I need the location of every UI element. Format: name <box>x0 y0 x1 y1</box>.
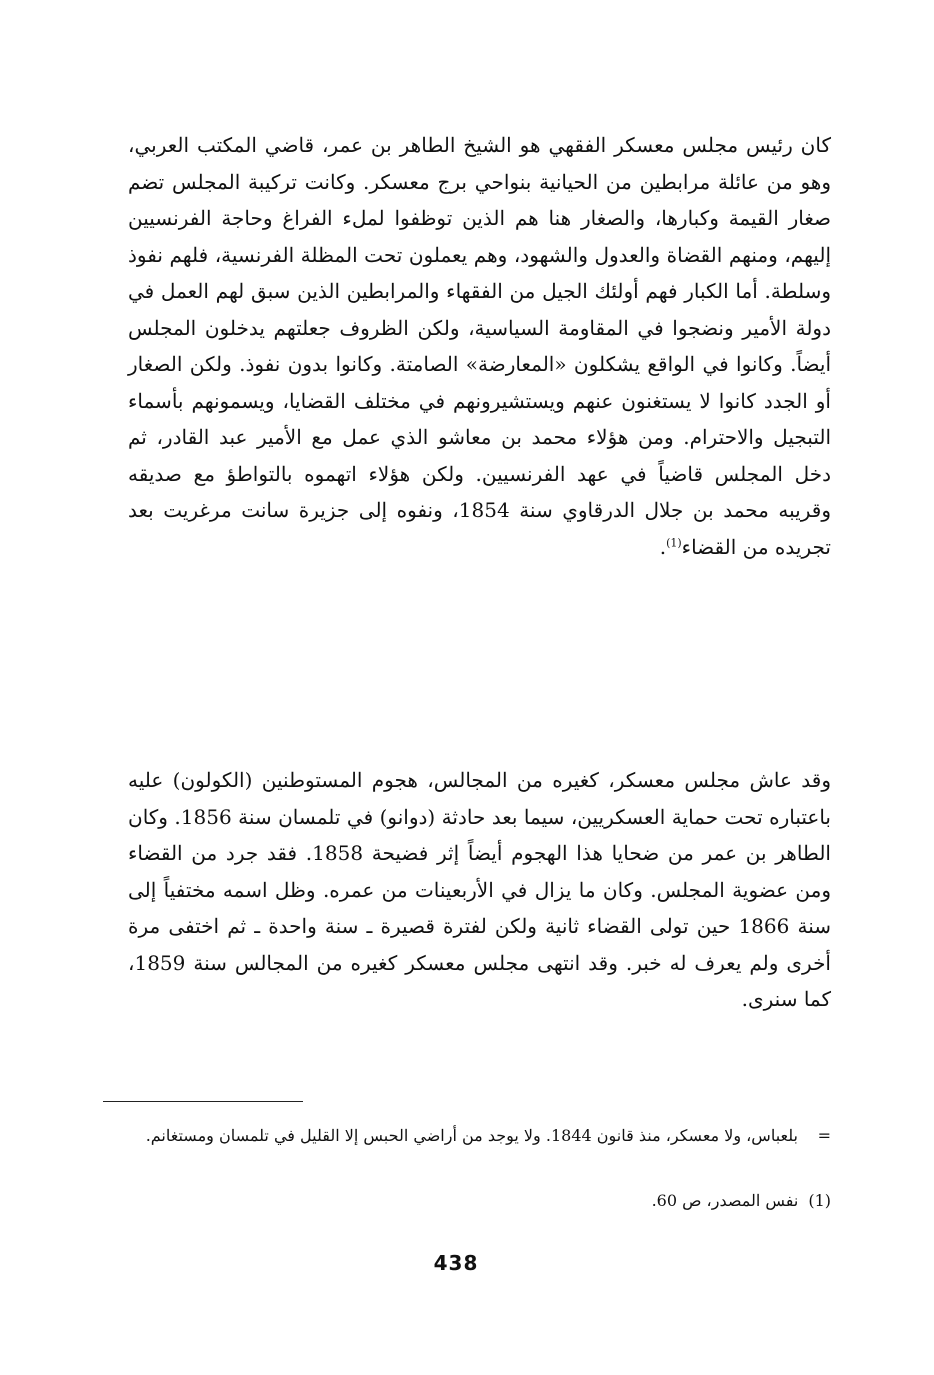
paragraph-1-end: . <box>659 534 667 559</box>
footnote-separator <box>103 1101 303 1102</box>
footnote-1-number: (1) <box>808 1191 831 1210</box>
footnote-1 <box>106 1187 831 1214</box>
page-number: 438 <box>433 1251 479 1275</box>
paragraph-1-text: كان رئيس مجلس معسكر الفقهي هو الشيخ الطاهر بن عمر، قاضي المكتب العربي، وهو من عائلة مرابطين من الحيانية بنواحي برج معسكر. وكانت تركيبة المجلس تضم صغار القيمة وكبارها، والصغار هنا هم الذين توظفوا لملء الفراغ وحاجة الفرنسيين إليهم، ومنهم القضاة والعدول والشهود، وهم يعملون تحت المظلة الفرنسية، فلهم نفوذ وسلطة. أما الكبار فهم أولئك الجيل من الفقهاء والمرابطين الذين سبق لهم العمل في دولة الأمير ونضجوا في المقاومة السياسية، ولكن الظروف جعلتهم يدخلون المجلس أيضاً. وكانوا في الواقع يشكلون «المعارضة» الصامتة. وكانوا بدون نفوذ. ولكن الصغار أو الجدد كانوا لا يستغنون عنهم ويستشيرونهم في مختلف القضايا، ويسمونهم بأسماء التبجيل والاحترام. ومن هؤلاء محمد بن معاشو الذي عمل مع الأمير عبد القادر، ثم دخل المجلس قاضياً في عهد الفرنسيين. ولكن هؤلاء اتهموه بالتواطؤ مع صديقه وقريبه محمد بن جلال الدرقاوي سنة 1854، ونفوه إلى جزيرة سانت مرغريت بعد تجريده من القضاء <box>128 133 831 559</box>
footnote-reference-1: (1) <box>666 535 682 549</box>
continuation-text: بلعباس، ولا معسكر، منذ قانون 1844. ولا يوجد من أراضي الحبس إلا القليل في تلمسان ومستغانم. <box>145 1126 798 1145</box>
body-paragraph-1 <box>128 127 831 565</box>
body-paragraph-2: وقد عاش مجلس معسكر، كغيره من المجالس، هجوم المستوطنين (الكولون) عليه باعتباره تحت حماية العسكريين، سيما بعد حادثة (دوانو) في تلمسان سنة 1856. وكان الطاهر بن عمر من ضحايا هذا الهجوم أيضاً إثر فضيحة 1858. فقد جرد من القضاء ومن عضوية المجلس. وكان ما يزال في الأربعينات من عمره. وظل اسمه مختفياً إلى سنة 1866 حين تولى القضاء ثانية ولكن لفترة قصيرة ـ سنة واحدة ـ ثم اختفى مرة أخرى ولم يعرف له خبر. وقد انتهى مجلس معسكر كغيره من المجالس سنة 1859، كما سنرى. <box>128 768 832 1011</box>
footnote-continuation <box>106 1122 831 1149</box>
footnote-1-text: نفس المصدر، ص 60. <box>651 1191 799 1210</box>
continuation-mark: = <box>817 1126 831 1145</box>
